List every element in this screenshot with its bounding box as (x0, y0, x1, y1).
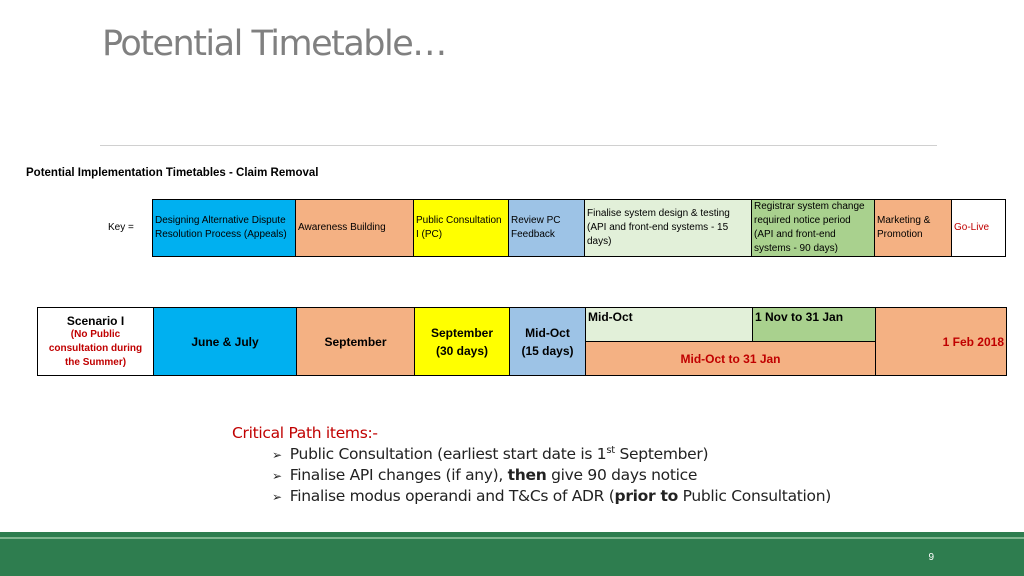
scenario-pc-days: (30 days) (435, 343, 489, 358)
key-public-consultation: Public Consultation I (PC) (414, 200, 509, 257)
key-review-feedback: Review PC Feedback (509, 200, 585, 257)
scenario-notice-cell: 1 Nov to 31 Jan (753, 308, 876, 342)
footer-accent-line (0, 537, 1024, 539)
key-adr: Designing Alternative Dispute Resolution Process (Appeals) (153, 200, 296, 257)
scenario-awareness-cell: September (297, 308, 415, 376)
critical-item-2-end: give 90 days notice (546, 466, 698, 485)
title-divider (100, 145, 937, 146)
scenario-golive-cell: 1 Feb 2018 (876, 308, 1007, 376)
scenario-marketing-cell: Mid-Oct to 31 Jan (586, 342, 876, 376)
critical-item-3-end: Public Consultation) (677, 487, 832, 506)
page-number: 9 (928, 552, 934, 563)
scenario-table (37, 307, 1007, 376)
scenario-review-days: (15 days) (521, 343, 574, 358)
scenario-design-cell: Mid-Oct (586, 308, 753, 342)
critical-item-3 (272, 487, 831, 505)
key-system-design: Finalise system design & testing (API and front-end systems - 15 days) (585, 200, 752, 257)
scenario-pc-month: September (430, 325, 494, 340)
arrow-bullet-icon: ➢ (272, 490, 282, 505)
scenario-label (38, 308, 154, 376)
critical-path-heading: Critical Path items:- (232, 424, 378, 442)
table-subtitle: Potential Implementation Timetables - Claim Removal (26, 167, 319, 179)
critical-item-1-sup: st (606, 445, 615, 456)
critical-item-2 (272, 466, 831, 484)
key-legend-table (152, 199, 1006, 257)
critical-item-3-text: Finalise modus operandi and T&Cs of ADR ( (289, 487, 615, 506)
arrow-bullet-icon: ➢ (272, 469, 282, 484)
critical-item-2-text: Finalise API changes (if any), (289, 466, 508, 485)
scenario-review-month: Mid-Oct (525, 325, 570, 340)
arrow-bullet-icon: ➢ (272, 448, 282, 463)
scenario-name: Scenario I (66, 313, 125, 328)
scenario-review-cell (510, 308, 586, 376)
critical-item-1 (272, 445, 831, 463)
critical-item-3-bold: prior to (614, 487, 678, 506)
scenario-note: (No Public consultation during the Summer) (48, 328, 143, 368)
key-label: Key = (108, 222, 134, 233)
scenario-pc-cell (415, 308, 510, 376)
key-awareness: Awareness Building (296, 200, 414, 257)
scenario-adr-cell: June & July (154, 308, 297, 376)
critical-item-1-text: Public Consultation (earliest start date is 1 (289, 445, 607, 464)
slide-title: Potential Timetable… (102, 24, 446, 64)
critical-item-2-bold: then (507, 466, 547, 485)
key-go-live: Go-Live (952, 200, 1006, 257)
critical-item-1-end: September) (614, 445, 709, 464)
critical-path-list (232, 445, 831, 505)
key-marketing: Marketing & Promotion (875, 200, 952, 257)
key-notice-period: Registrar system change required notice period (API and front-end systems - 90 days) (752, 200, 875, 257)
critical-path (232, 424, 831, 508)
